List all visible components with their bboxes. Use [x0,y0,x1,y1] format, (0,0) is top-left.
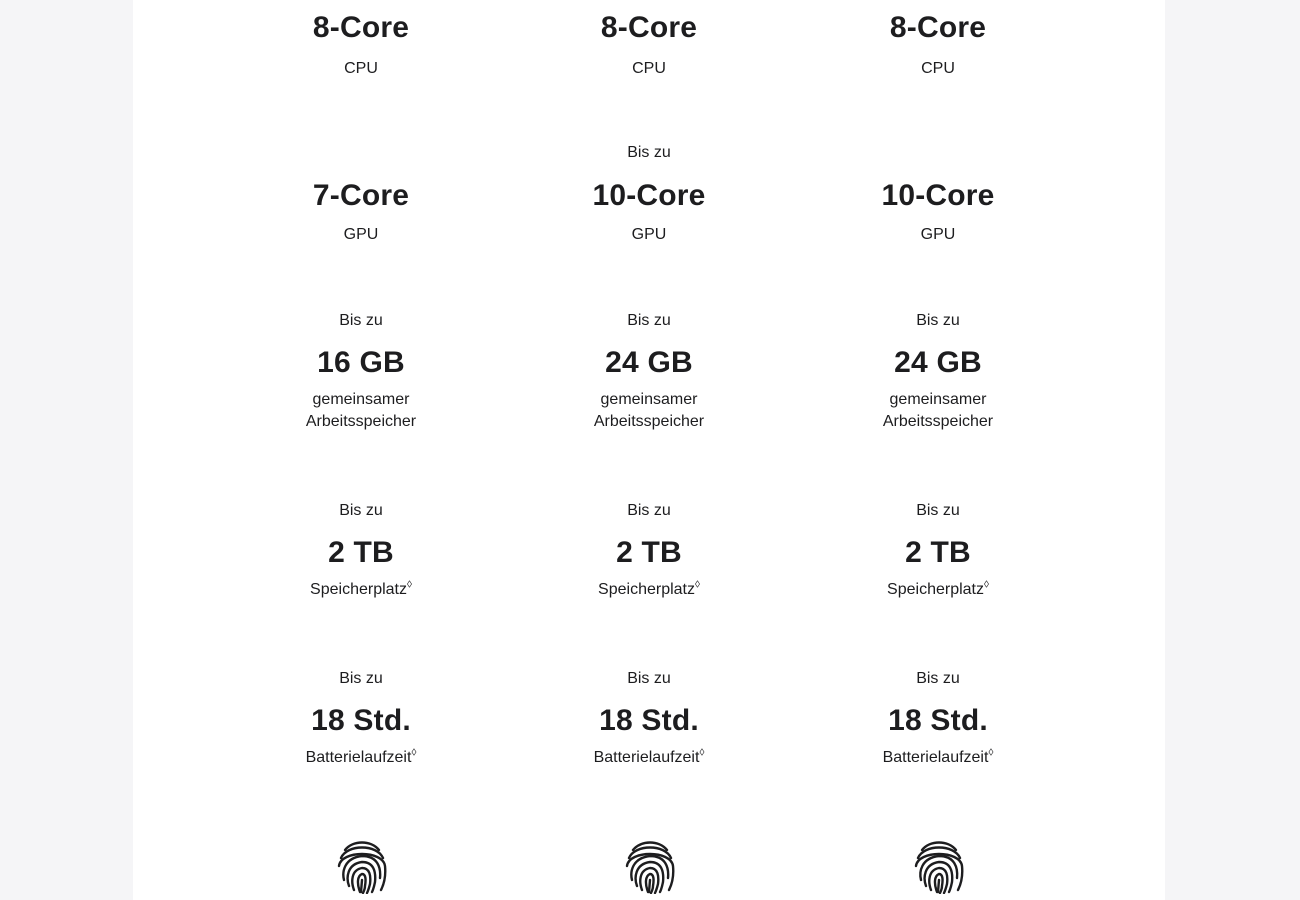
storage-label-text: Speicherplatz [887,581,984,598]
memory-prefix: Bis zu [627,312,671,329]
storage-label-text: Speicherplatz [598,581,695,598]
cpu-label: CPU [344,60,378,77]
battery-spec [241,669,481,769]
storage-prefix: Bis zu [339,502,383,519]
memory-spec [818,311,1058,433]
memory-label-line-2: Arbeitsspeicher [593,413,705,430]
storage-footnote-mark[interactable]: ◊ [984,579,989,591]
storage-prefix: Bis zu [916,502,960,519]
comparison-panel [133,0,1165,900]
memory-value: 24 GB [894,346,982,379]
battery-footnote-mark[interactable]: ◊ [699,747,705,759]
memory-label-line-2: Arbeitsspeicher [882,413,994,430]
cpu-spec [818,0,1058,80]
battery-value: 18 Std. [888,704,988,737]
memory-label [241,389,481,433]
battery-label [529,747,769,769]
touch-id-fingerprint-icon [910,836,968,894]
battery-spec [529,669,769,769]
battery-prefix: Bis zu [339,670,383,687]
gpu-spec [241,178,481,246]
storage-value: 2 TB [328,536,394,569]
memory-prefix: Bis zu [916,312,960,329]
storage-label [529,579,769,601]
memory-label-line-1: gemeinsamer [312,391,410,408]
memory-prefix: Bis zu [339,312,383,329]
battery-prefix: Bis zu [916,670,960,687]
battery-value: 18 Std. [311,704,411,737]
storage-value: 2 TB [905,536,971,569]
memory-label-line-2: Arbeitsspeicher [305,413,417,430]
gpu-label: GPU [920,226,956,243]
memory-spec [241,311,481,433]
cpu-value: 8-Core [889,11,987,44]
memory-spec [529,311,769,433]
storage-label [241,579,481,601]
gpu-label: GPU [343,226,379,243]
memory-label [818,389,1058,433]
storage-footnote-mark[interactable]: ◊ [407,579,412,591]
model-column-2 [529,0,769,900]
cpu-label: CPU [921,60,955,77]
memory-value: 24 GB [605,346,693,379]
battery-footnote-mark[interactable]: ◊ [411,747,417,759]
gpu-spec [818,178,1058,246]
model-column-1 [241,0,481,900]
cpu-label: CPU [632,60,666,77]
battery-value: 18 Std. [599,704,699,737]
battery-footnote-mark[interactable]: ◊ [988,747,994,759]
storage-spec [241,501,481,601]
gpu-value: 10-Core [881,179,995,212]
storage-label-text: Speicherplatz [310,581,407,598]
comparison-columns [133,0,1165,900]
battery-spec [818,669,1058,769]
battery-label-text: Batterielaufzeit [305,749,412,766]
memory-label [529,389,769,433]
gpu-spec [529,143,769,246]
storage-prefix: Bis zu [627,502,671,519]
battery-label-text: Batterielaufzeit [882,749,989,766]
cpu-spec [529,0,769,80]
battery-label-text: Batterielaufzeit [593,749,700,766]
battery-label [241,747,481,769]
gpu-value: 7-Core [312,179,410,212]
storage-spec [818,501,1058,601]
cpu-value: 8-Core [312,11,410,44]
storage-label [818,579,1058,601]
memory-value: 16 GB [317,346,405,379]
cpu-value: 8-Core [600,11,698,44]
gpu-label: GPU [631,226,667,243]
model-column-3 [818,0,1058,900]
cpu-spec [241,0,481,80]
touch-id-fingerprint-icon [333,836,391,894]
gpu-value: 10-Core [592,179,706,212]
gpu-prefix: Bis zu [627,144,671,161]
battery-prefix: Bis zu [627,670,671,687]
touch-id-fingerprint-icon [621,836,679,894]
memory-label-line-1: gemeinsamer [889,391,987,408]
storage-value: 2 TB [616,536,682,569]
battery-label [818,747,1058,769]
memory-label-line-1: gemeinsamer [600,391,698,408]
storage-footnote-mark[interactable]: ◊ [695,579,700,591]
storage-spec [529,501,769,601]
